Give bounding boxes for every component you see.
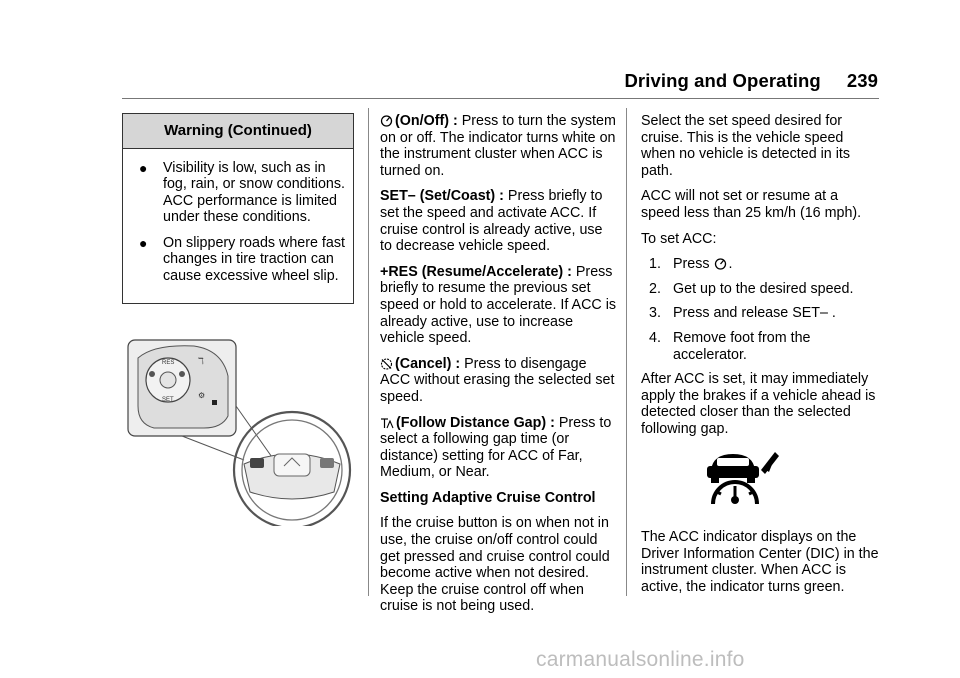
column-middle bbox=[380, 113, 618, 624]
svg-text:⚙: ⚙ bbox=[198, 391, 206, 400]
bullet-icon: ● bbox=[139, 160, 148, 176]
svg-text:RES: RES bbox=[162, 360, 175, 366]
column-divider bbox=[626, 108, 627, 596]
paragraph: ACC will not set or resume at a speed less than 25 km/h (16 mph). bbox=[641, 188, 862, 221]
warning-bullet: ● Visibility is low, such as in fog, rain, or snow conditions. ACC performance is limited under these conditions. bbox=[139, 160, 345, 225]
gap-paragraph: (Follow Distance Gap) : Press to select a following gap time (or distance) setting for ACC of Far, Medium, or Near. bbox=[380, 414, 612, 481]
step-item: 3. Press and release SET– . bbox=[649, 305, 836, 322]
paragraph: After ACC is set, it may immediately apply the brakes if a vehicle ahead is detected closer than the selected following gap. bbox=[641, 371, 876, 437]
cruise-onoff-icon bbox=[380, 114, 393, 127]
section-title: Driving and Operating bbox=[624, 70, 821, 91]
bullet-icon: ● bbox=[139, 235, 148, 252]
warning-bullet: ● On slippery roads where fast changes in tire traction can cause excessive wheel slip. bbox=[139, 235, 345, 284]
step-item: 1. Press . bbox=[649, 256, 733, 273]
paragraph: To set ACC: bbox=[641, 230, 717, 247]
warning-list bbox=[123, 149, 353, 284]
steps-list bbox=[641, 256, 879, 363]
warning-title: Warning (Continued) bbox=[123, 114, 353, 149]
column-right-bottom bbox=[641, 529, 879, 604]
cancel-icon bbox=[380, 357, 393, 370]
set-paragraph: SET– (Set/Coast) : Press briefly to set the speed and activate ACC. If cruise control is already active, use to decrease vehicle speed. bbox=[380, 188, 603, 255]
column-divider bbox=[368, 108, 369, 596]
section-subheading: Setting Adaptive Cruise Control bbox=[380, 489, 596, 506]
warning-box bbox=[122, 113, 354, 304]
step-item: 2. Get up to the desired speed. bbox=[649, 280, 854, 297]
page-header bbox=[624, 70, 878, 92]
step-item: 4. Remove foot from the accelerator. bbox=[649, 329, 811, 363]
paragraph: The ACC indicator displays on the Driver Information Center (DIC) in the instrument cluster. When ACC is active, the indicator turns green. bbox=[641, 529, 879, 595]
cruise-onoff-icon bbox=[714, 257, 727, 270]
header-rule bbox=[122, 98, 879, 99]
paragraph: Select the set speed desired for cruise. This is the vehicle speed when no vehicle is detected in its path. bbox=[641, 113, 851, 179]
watermark: carmanualsonline.info bbox=[536, 648, 745, 671]
acc-indicator-icon bbox=[703, 448, 793, 506]
svg-text:SET: SET bbox=[162, 397, 174, 403]
column-right bbox=[641, 113, 879, 447]
svg-text:ℸ: ℸ bbox=[198, 356, 204, 366]
paragraph: If the cruise button is on when not in use, the cruise on/off control could get pressed and cruise control could become active when not desired. Keep the cruise control off when cruise is not being used. bbox=[380, 515, 610, 615]
cancel-paragraph: (Cancel) : Press to disengage ACC without erasing the selected set speed. bbox=[380, 355, 615, 405]
page-number: 239 bbox=[846, 70, 878, 91]
steering-wheel-illustration bbox=[124, 336, 356, 526]
res-paragraph: +RES (Resume/Accelerate) : Press briefly to resume the previous set speed or hold to accelerate. If ACC is already active, use to increase vehicle speed. bbox=[380, 263, 617, 347]
onoff-paragraph: (On/Off) : Press to turn the system on or off. The indicator turns white on the instrument cluster when ACC is turned on. bbox=[380, 113, 616, 179]
follow-gap-icon bbox=[380, 416, 394, 429]
